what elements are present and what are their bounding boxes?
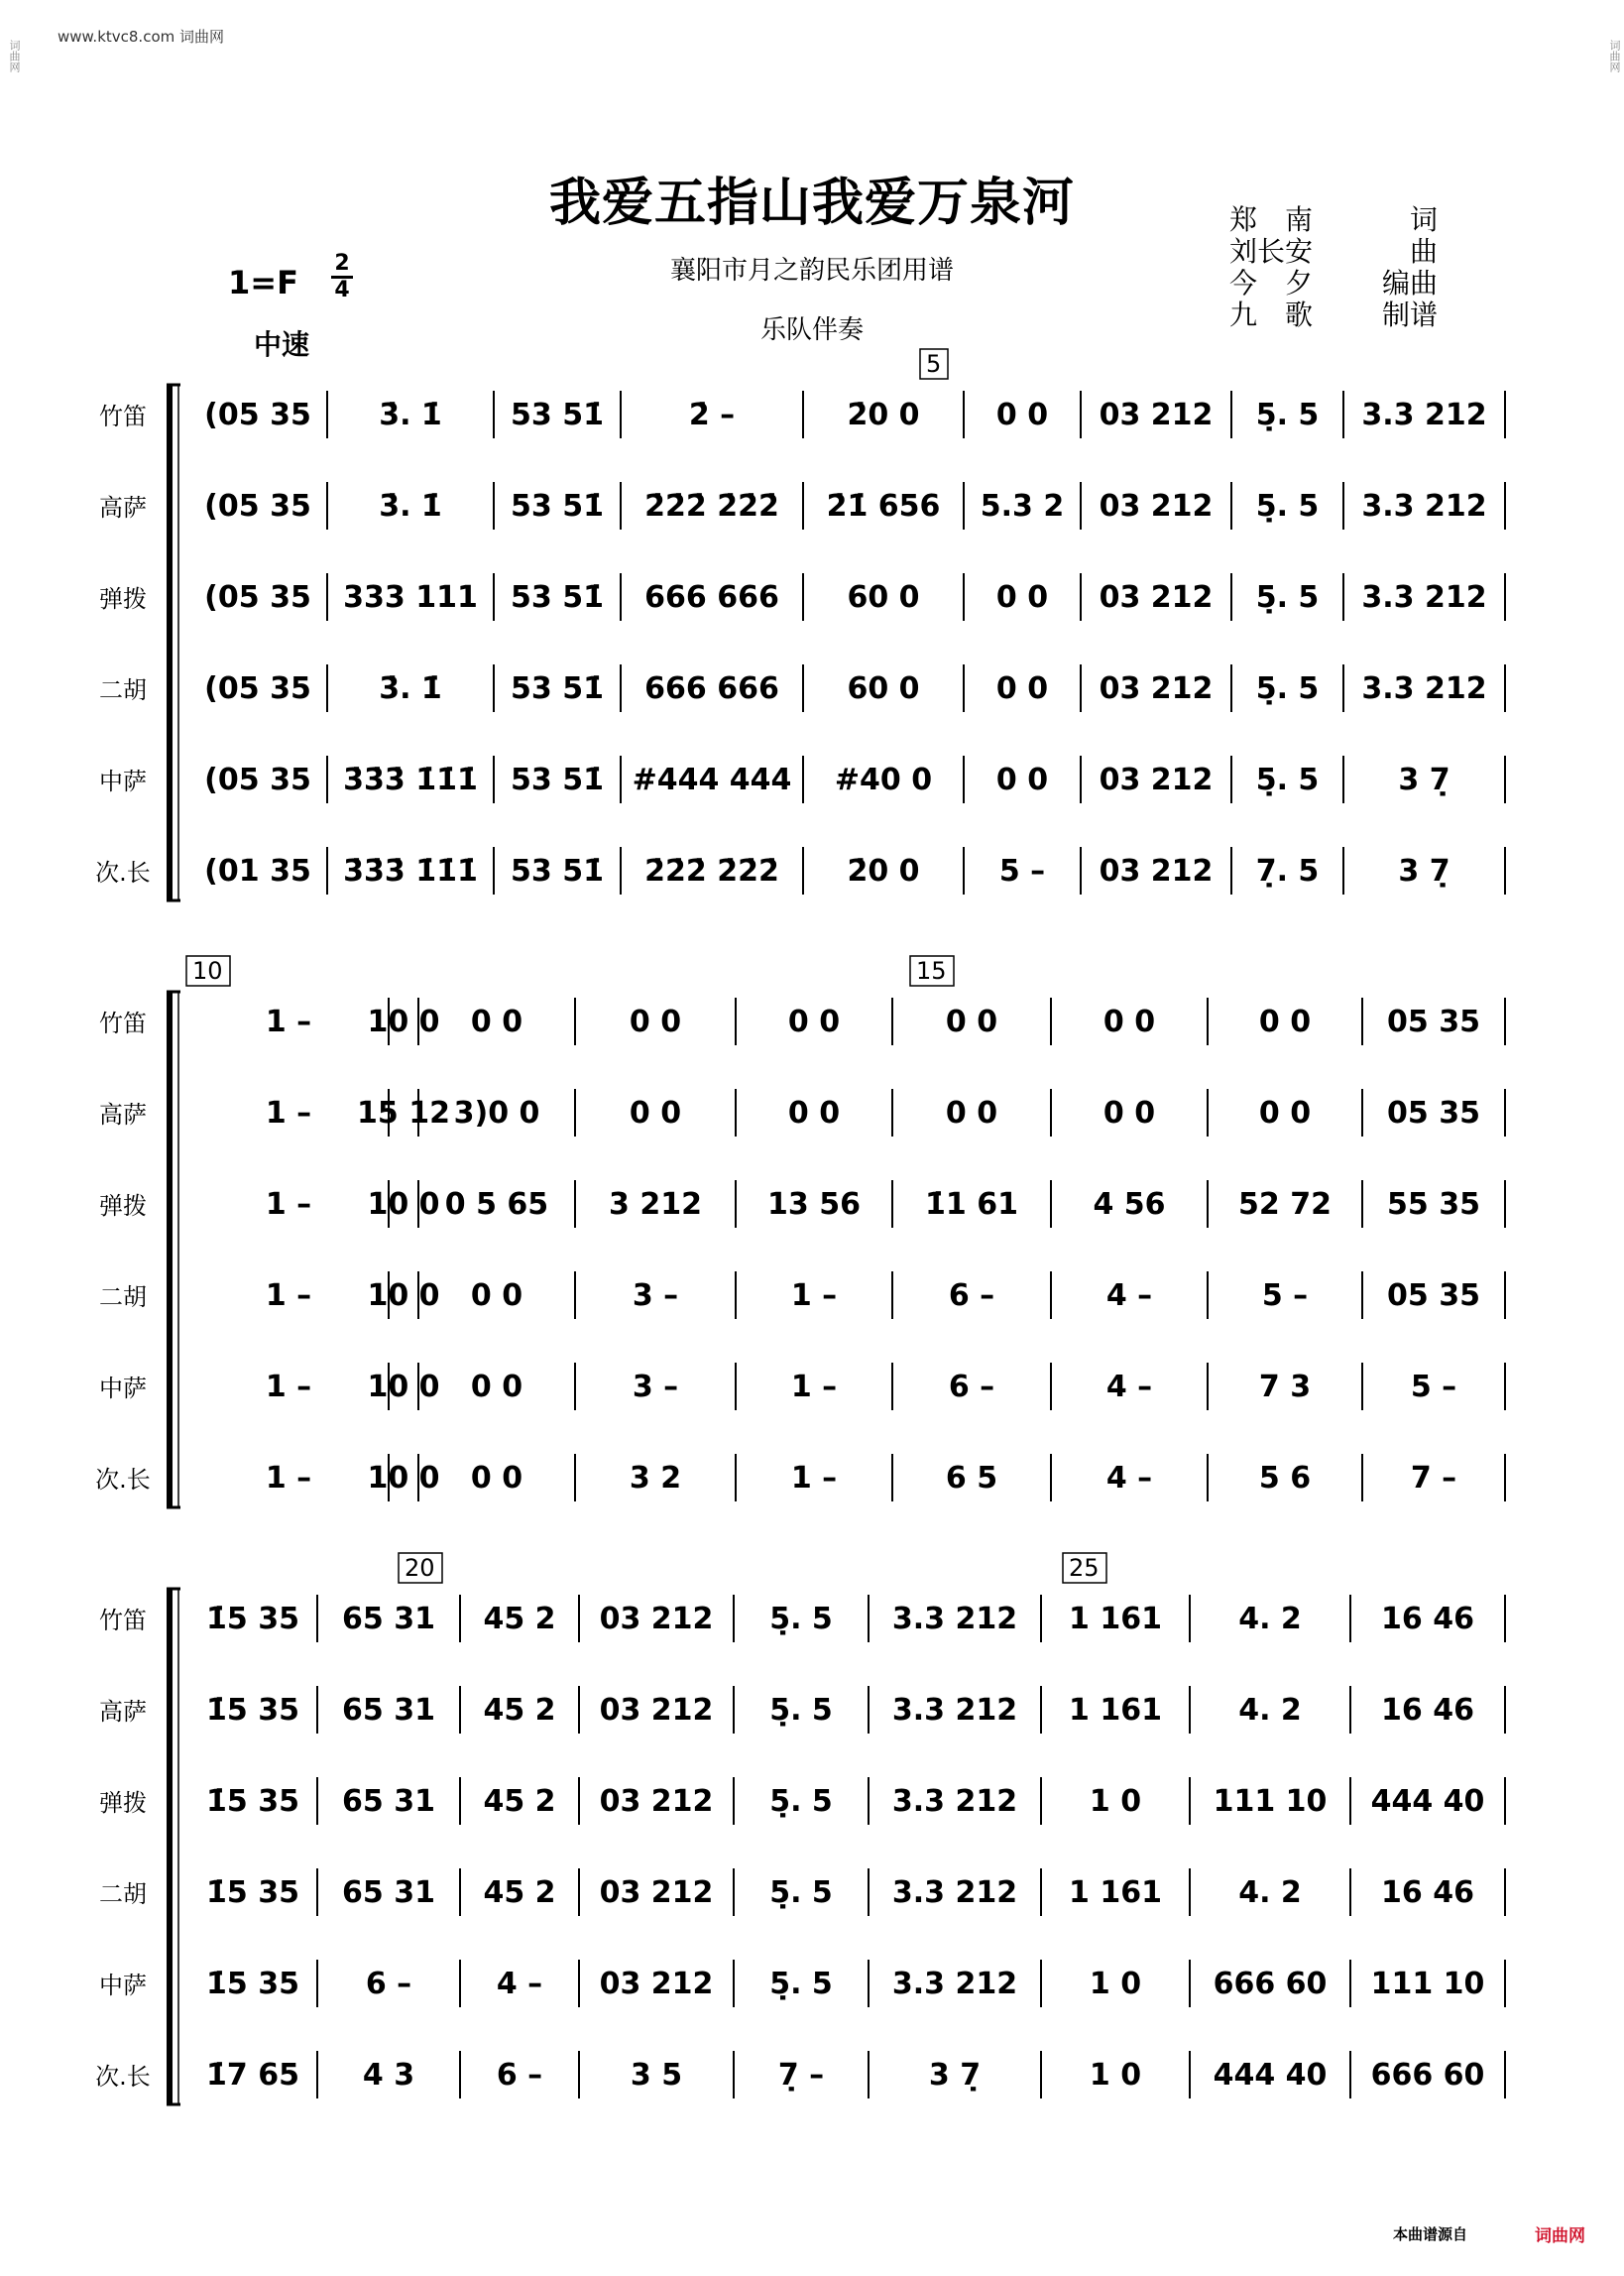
credit-name: 今 夕: [1229, 267, 1314, 299]
measure-notes: 0 0: [1102, 1096, 1156, 1131]
watermark-url: www.ktvc8.com 词曲网: [58, 28, 225, 46]
measure-notes: 0 0: [470, 1461, 523, 1496]
measure-notes: 7 3: [1258, 1370, 1312, 1404]
measure-notes: 7 –: [1410, 1461, 1457, 1496]
footer-site-link[interactable]: 词曲网: [1535, 2226, 1585, 2246]
measure-notes: 1̇1 61: [925, 1187, 1018, 1222]
measure-notes: 53 51̇: [511, 671, 604, 706]
measure-notes: 0 0: [995, 580, 1049, 615]
measure-notes: 4 –: [1105, 1461, 1153, 1496]
instrument-label: 弹拨: [99, 585, 147, 613]
footer-source-label: 本曲谱源自: [1393, 2225, 1468, 2243]
instrument-label: 二胡: [99, 1880, 147, 1908]
measure-notes: 3.3 212: [891, 1875, 1018, 1910]
measure-notes: 10 0: [367, 1187, 440, 1222]
tempo-marking: 中速: [254, 328, 310, 361]
measure-notes: 3 2: [629, 1461, 682, 1496]
measure-notes: 10 0: [367, 1370, 440, 1404]
instrument-label: 中萨: [99, 768, 147, 795]
measure-notes: 3 212: [609, 1187, 702, 1222]
measure-notes: 3 5: [630, 2058, 683, 2093]
measure-notes: 6 5: [945, 1461, 998, 1496]
instrument-label: 竹笛: [99, 1010, 147, 1037]
measure-notes: 5 –: [1410, 1370, 1457, 1404]
measure-notes: 65 31: [342, 1784, 435, 1819]
instrument-label: 次.长: [95, 2063, 151, 2091]
instrument-label: 竹笛: [99, 1607, 147, 1634]
measure-notes: 2̇2̇2̇ 2̇2̇2̇: [644, 854, 779, 889]
measure-notes: 111 10: [1213, 1784, 1328, 1819]
measure-notes: 3.3 212: [1361, 671, 1487, 706]
measure-notes: 16 46: [1381, 1693, 1474, 1728]
score-subtitle: 襄阳市月之韵民乐团用谱: [669, 256, 954, 286]
instrument-label: 次.长: [95, 1466, 151, 1494]
measure-notes: 0 5 65: [444, 1187, 549, 1222]
measure-notes: 4 –: [496, 1967, 543, 2001]
measure-notes: 3̇3̇3̇ 1̇1̇1̇: [343, 854, 478, 889]
measure-notes: 3̇. 1̇: [379, 489, 442, 524]
measure-number: 15: [916, 957, 947, 985]
instrument-label: 高萨: [99, 1698, 147, 1726]
measure-notes: 1 161: [1069, 1693, 1162, 1728]
instrument-label: 竹笛: [99, 403, 147, 430]
instrument-label: 高萨: [99, 1101, 147, 1129]
measure-notes: 2̇2̇2̇ 2̇2̇2̇: [644, 489, 779, 524]
measure-notes: 3 7̣: [928, 2058, 982, 2093]
measure-notes: 3 7̣: [1398, 763, 1450, 797]
measure-notes: 1̇5 35: [206, 1602, 299, 1636]
measure-notes: 666 60: [1213, 1967, 1328, 2001]
instrument-label: 中萨: [99, 1375, 147, 1402]
measure-notes: 10 0: [367, 1005, 440, 1039]
measure-notes: 0 0: [1258, 1005, 1312, 1039]
measure-notes: 1̇5 35: [206, 1693, 299, 1728]
measure-notes: 6 –: [365, 1967, 412, 2001]
measure-number: 20: [405, 1554, 435, 1582]
measure-notes: 03 212: [1099, 580, 1214, 615]
credit-name: 九 歌: [1229, 299, 1314, 331]
measure-notes: 05 35: [1387, 1005, 1480, 1039]
measure-notes: 4 –: [1105, 1278, 1153, 1313]
system-bracket: [167, 385, 173, 900]
measure-notes: 03 212: [599, 1784, 714, 1819]
measure-notes: 0 0: [629, 1096, 682, 1131]
measure-notes: 6 –: [948, 1278, 995, 1313]
measure-notes: 1̇7 65: [206, 2058, 299, 2093]
measure-notes: 333 111: [343, 580, 478, 615]
measure-notes: 03 212: [1099, 763, 1214, 797]
measure-notes: 0 0: [995, 398, 1049, 432]
measure-notes: 5̣. 5: [1255, 489, 1320, 524]
measure-notes: 0 0: [787, 1005, 841, 1039]
measure-notes: 1 –: [790, 1370, 838, 1404]
measure-notes: 666 666: [644, 671, 779, 706]
measure-notes: 03 212: [599, 1602, 714, 1636]
measure-notes: 0 0: [945, 1005, 998, 1039]
measure-notes: 0 0: [945, 1096, 998, 1131]
measure-number: 25: [1069, 1554, 1100, 1582]
time-signature-bottom: 4: [334, 278, 350, 302]
measure-notes: 3̇. 1̇: [379, 398, 442, 432]
measure-notes: 4 56: [1093, 1187, 1166, 1222]
credit-name: 郑 南: [1229, 203, 1314, 236]
measure-notes: 4 –: [1105, 1370, 1153, 1404]
measure-notes: 65 31: [342, 1875, 435, 1910]
measure-notes: 53 51̇: [511, 489, 604, 524]
measure-notes: 666 666: [644, 580, 779, 615]
instrument-label: 弹拨: [99, 1789, 147, 1817]
measure-notes: 0 0: [470, 1370, 523, 1404]
measure-notes: 5 –: [1261, 1278, 1309, 1313]
instrument-label: 次.长: [95, 859, 151, 887]
key-signature: 1=F: [228, 264, 298, 301]
measure-notes: 5̣. 5: [769, 1693, 833, 1728]
measure-notes: 5̣. 5: [769, 1784, 833, 1819]
measure-notes: 53 51̇: [511, 854, 604, 889]
measure-notes: 03 212: [1099, 671, 1214, 706]
measure-notes: 5̣. 5: [769, 1875, 833, 1910]
measure-notes: 65 31: [342, 1693, 435, 1728]
measure-notes: 1 –: [265, 1005, 312, 1039]
measure-notes: (01 35: [204, 854, 311, 889]
measure-notes: 1̇5 35: [206, 1784, 299, 1819]
measure-notes: 1 0: [1089, 2058, 1142, 2093]
measure-notes: 1 –: [265, 1187, 312, 1222]
measure-notes: 05 35: [1387, 1096, 1480, 1131]
measure-notes: 2̇0 0: [847, 854, 920, 889]
credit-role: 曲: [1409, 235, 1438, 268]
measure-notes: 1 0: [1089, 1784, 1142, 1819]
accompaniment-label: 乐队伴奏: [759, 315, 864, 345]
measure-notes: (05 35: [204, 763, 311, 797]
measure-notes: 0 0: [1102, 1005, 1156, 1039]
measure-notes: 1 161: [1069, 1602, 1162, 1636]
measure-notes: 1 0: [1089, 1967, 1142, 2001]
measure-notes: 03 212: [599, 1967, 714, 2001]
measure-notes: 4 3: [362, 2058, 415, 2093]
time-signature-top: 2: [334, 251, 350, 276]
measure-notes: 3 –: [632, 1278, 679, 1313]
side-watermark-left: 词曲网: [8, 40, 21, 72]
measure-notes: 5̣. 5: [769, 1967, 833, 2001]
measure-notes: 0 0: [470, 1005, 523, 1039]
instrument-label: 二胡: [99, 676, 147, 704]
measure-notes: 03 212: [599, 1693, 714, 1728]
measure-notes: 60 0: [847, 671, 920, 706]
measure-notes: 1 –: [265, 1096, 312, 1131]
measure-notes: 16 46: [1381, 1602, 1474, 1636]
measure-notes: 3 –: [632, 1370, 679, 1404]
measure-notes: (05 35: [204, 671, 311, 706]
measure-number: 10: [192, 957, 223, 985]
measure-notes: 1 161: [1069, 1875, 1162, 1910]
credit-role: 词: [1409, 203, 1438, 236]
measure-notes: 13 56: [767, 1187, 861, 1222]
measure-notes: 666 60: [1370, 2058, 1485, 2093]
measure-notes: 0 0: [1258, 1096, 1312, 1131]
measure-notes: 5̣. 5: [1255, 763, 1320, 797]
instrument-label: 二胡: [99, 1283, 147, 1311]
measure-notes: 03 212: [1099, 854, 1214, 889]
measure-notes: 1̇5 35: [206, 1875, 299, 1910]
measure-notes: 10 0: [367, 1278, 440, 1313]
measure-notes: 55 35: [1387, 1187, 1480, 1222]
measure-notes: 3.3 212: [1361, 398, 1487, 432]
measure-notes: (05 35: [204, 580, 311, 615]
measure-notes: 52 72: [1238, 1187, 1332, 1222]
measure-notes: 1̇5 35: [206, 1967, 299, 2001]
system-bracket: [167, 1589, 173, 2104]
credit-name: 刘长安: [1229, 235, 1314, 268]
measure-notes: 4. 2: [1238, 1602, 1302, 1636]
measure-notes: (05 35: [204, 398, 311, 432]
measure-notes: 3.3 212: [1361, 580, 1487, 615]
measure-notes: 444 40: [1370, 1784, 1485, 1819]
measure-notes: 3̇3̇3̇ 1̇1̇1̇: [343, 763, 478, 797]
measure-notes: 3.3 212: [891, 1967, 1018, 2001]
measure-notes: 0 0: [995, 763, 1049, 797]
measure-notes: 16 46: [1381, 1875, 1474, 1910]
measure-notes: 6 –: [948, 1370, 995, 1404]
measure-notes: 5 6: [1258, 1461, 1312, 1496]
measure-notes: #444 444: [632, 763, 792, 797]
measure-notes: 5̣. 5: [1255, 671, 1320, 706]
measure-notes: 111 10: [1370, 1967, 1485, 2001]
measure-notes: 1 –: [790, 1278, 838, 1313]
measure-notes: 4. 2: [1238, 1875, 1302, 1910]
instrument-label: 弹拨: [99, 1192, 147, 1220]
measure-notes: 2̇1̇ 656: [826, 489, 941, 524]
measure-notes: 03 212: [1099, 398, 1214, 432]
credit-role: 制谱: [1381, 299, 1438, 331]
measure-notes: #40 0: [834, 763, 933, 797]
measure-notes: 3.3 212: [891, 1784, 1018, 1819]
measure-notes: 5̣. 5: [1255, 398, 1320, 432]
measure-notes: 3.3 212: [891, 1602, 1018, 1636]
measure-notes: 3̇. 1̇: [379, 671, 442, 706]
measure-notes: 5.3 2: [980, 489, 1065, 524]
measure-notes: 6 –: [496, 2058, 543, 2093]
measure-notes: 45 2: [483, 1875, 556, 1910]
measure-notes: 45 2: [483, 1693, 556, 1728]
measure-notes: 10 0: [367, 1461, 440, 1496]
measure-notes: 3 7̣: [1398, 854, 1450, 889]
measure-notes: 65 31: [342, 1602, 435, 1636]
measure-notes: 53 51̇: [511, 398, 604, 432]
instrument-label: 高萨: [99, 494, 147, 522]
measure-notes: 2̇ –: [688, 398, 736, 432]
measure-number: 5: [926, 350, 942, 378]
measure-notes: 03 212: [599, 1875, 714, 1910]
measure-notes: 1 –: [265, 1370, 312, 1404]
measure-notes: 3.3 212: [891, 1693, 1018, 1728]
system-bracket: [167, 992, 173, 1507]
measure-notes: 45 2: [483, 1784, 556, 1819]
measure-notes: 4. 2: [1238, 1693, 1302, 1728]
measure-notes: 7̣ –: [777, 2058, 825, 2093]
measure-notes: 0 0: [629, 1005, 682, 1039]
score-title: 我爱五指山我爱万泉河: [548, 174, 1075, 233]
measure-notes: 5̣. 5: [769, 1602, 833, 1636]
measure-notes: 45 2: [483, 1602, 556, 1636]
measure-notes: 03 212: [1099, 489, 1214, 524]
measure-notes: 1 –: [265, 1278, 312, 1313]
measure-notes: 0 0: [787, 1096, 841, 1131]
instrument-label: 中萨: [99, 1972, 147, 1999]
measure-notes: 0 0: [470, 1278, 523, 1313]
measure-notes: 3.3 212: [1361, 489, 1487, 524]
measure-notes: 2̇0 0: [847, 398, 920, 432]
measure-notes: 60 0: [847, 580, 920, 615]
measure-notes: 53 51̇: [511, 580, 604, 615]
measure-notes: 05 35: [1387, 1278, 1480, 1313]
measure-notes: 1 –: [790, 1461, 838, 1496]
measure-notes: 444 40: [1213, 2058, 1328, 2093]
measure-notes: 15 12: [357, 1096, 450, 1131]
measure-notes: 53 51̇: [511, 763, 604, 797]
side-watermark-right: 词曲网: [1608, 40, 1621, 72]
measure-notes: 5 –: [998, 854, 1046, 889]
measure-notes: 5̣. 5: [1255, 580, 1320, 615]
credit-role: 编曲: [1381, 267, 1438, 299]
measure-notes: 0 0: [995, 671, 1049, 706]
measure-notes: 3)0 0: [453, 1096, 540, 1131]
measure-notes: 1 –: [265, 1461, 312, 1496]
measure-notes: (05 35: [204, 489, 311, 524]
measure-notes: 7̣. 5: [1255, 854, 1320, 889]
